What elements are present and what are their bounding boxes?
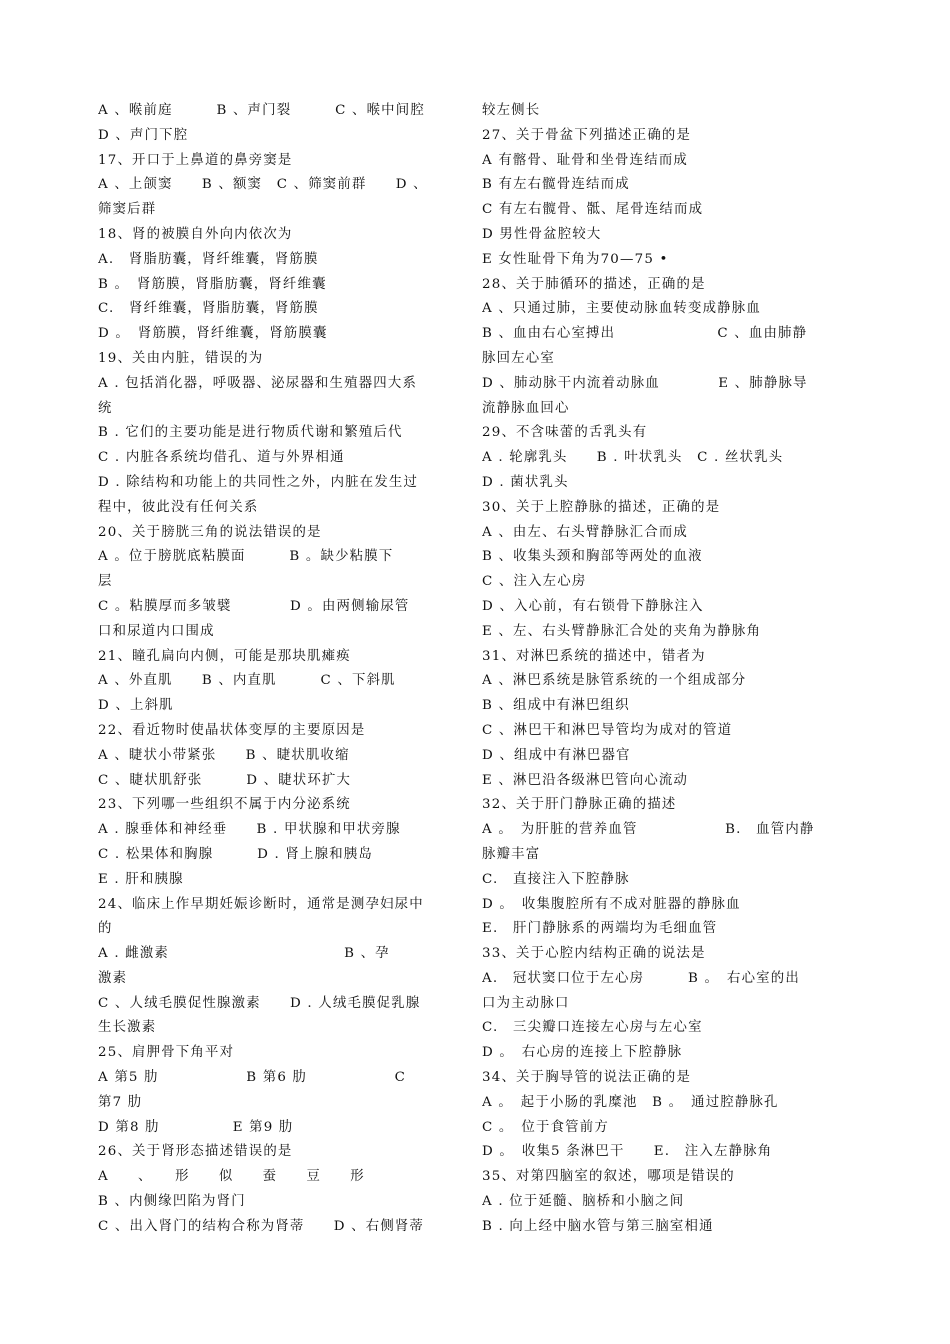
text-line: E . 肝和胰腺 xyxy=(98,871,184,887)
text-line: 统 xyxy=(98,400,113,416)
text-line: B 、收集头颈和胸部等两处的血液 xyxy=(482,549,703,565)
text-line: 程中，彼此没有任何关系 xyxy=(98,499,259,515)
text-line: D 第8 肋 E 第9 肋 xyxy=(98,1119,294,1135)
text-line: A . 包括消化器，呼吸器、泌尿器和生殖器四大系 xyxy=(98,375,418,391)
text-line: C 、注入左心房 xyxy=(482,574,587,590)
text-line: D . 除结构和功能上的共同性之外，内脏在发生过 xyxy=(98,474,419,490)
text-line: 31、对淋巴系统的描述中，错者为 xyxy=(482,648,706,664)
text-line: C 、出入肾门的结构合称为肾蒂 D 、右侧肾蒂 xyxy=(98,1218,425,1234)
text-line: D 、入心前，有右锁骨下静脉注入 xyxy=(482,598,704,614)
text-line: B . 向上经中脑水管与第三脑室相通 xyxy=(482,1218,714,1234)
text-line: D 。 收集腹腔所有不成对脏器的静脉血 xyxy=(482,896,741,912)
text-line: 较左侧长 xyxy=(482,103,541,118)
text-line: C. 三尖瓣口连接左心房与左心室 xyxy=(482,1020,703,1036)
text-line: A 、喉前庭 B 、声门裂 C 、喉中间腔 xyxy=(98,103,425,118)
text-line: B 、内侧缘凹陷为肾门 xyxy=(98,1194,246,1210)
text-line: A 、由左、右头臂静脉汇合而成 xyxy=(482,524,689,540)
text-line: A 。 起于小肠的乳糜池 B 。 通过腔静脉孔 xyxy=(482,1094,779,1110)
text-line: 18、肾的被膜自外向内依次为 xyxy=(98,226,293,242)
text-line: C. 直接注入下腔静脉 xyxy=(482,871,630,887)
text-line: A . 雌激素 B 、孕 xyxy=(98,946,390,962)
text-line: 33、关于心腔内结构正确的说法是 xyxy=(482,946,706,962)
text-line: D 。 肾筋膜，肾纤维囊，肾筋膜囊 xyxy=(98,326,328,342)
text-line: 流静脉血回心 xyxy=(482,400,570,416)
text-line: A . 位于延髓、脑桥和小脑之间 xyxy=(482,1194,685,1210)
text-line: E 、左、右头臂静脉汇合处的夹角为静脉角 xyxy=(482,623,762,639)
text-line: E 、淋巴沿各级淋巴管向心流动 xyxy=(482,772,689,788)
text-line: A 、外直肌 B 、内直肌 C 、下斜肌 xyxy=(98,673,396,689)
text-line: 32、关于肝门静脉正确的描述 xyxy=(482,797,677,813)
text-line: A 有髂骨、耻骨和坐骨连结而成 xyxy=(482,152,689,168)
text-line: C 、睫状肌舒张 D 、睫状环扩大 xyxy=(98,772,352,788)
left-column xyxy=(98,99,468,1240)
text-line: C 、淋巴干和淋巴导管均为成对的管道 xyxy=(482,722,733,738)
text-line: 22、看近物时使晶状体变厚的主要原因是 xyxy=(98,722,366,738)
text-line: A . 腺垂体和神经垂 B . 甲状腺和甲状旁腺 xyxy=(98,822,401,838)
text-line: C . 松果体和胸腺 D . 肾上腺和胰岛 xyxy=(98,846,373,862)
text-line: C 。 位于食管前方 xyxy=(482,1119,609,1135)
text-line: C 、人绒毛膜促性腺激素 D . 人绒毛膜促乳腺 xyxy=(98,995,421,1011)
text-line: C . 内脏各系统均借孔、道与外界相通 xyxy=(98,450,345,466)
text-line: C. 肾纤维囊，肾脂肪囊，肾筋膜 xyxy=(98,301,319,317)
text-line: A 、淋巴系统是脉管系统的一个组成部分 xyxy=(482,673,747,689)
text-line: B 、血由右心室搏出 C 、血由肺静 xyxy=(482,326,808,342)
text-line: 第7 肋 xyxy=(98,1094,143,1110)
text-line: 生长激素 xyxy=(98,1020,157,1036)
text-line: 脉瓣丰富 xyxy=(482,846,541,862)
text-line: A. 肾脂肪囊，肾纤维囊，肾筋膜 xyxy=(98,251,319,267)
text-line: 26、关于肾形态描述错误的是 xyxy=(98,1144,293,1160)
text-line: 脉回左心室 xyxy=(482,350,555,366)
text-line: C 有左右髋骨、骶、尾骨连结而成 xyxy=(482,202,704,218)
text-line: 30、关于上腔静脉的描述，正确的是 xyxy=(482,499,721,515)
text-line: A . 轮廓乳头 B . 叶状乳头 C . 丝状乳头 xyxy=(482,450,784,466)
text-line: 层 xyxy=(98,574,113,590)
text-line: E. 肝门静脉系的两端均为毛细血管 xyxy=(482,921,718,937)
text-line: D 、组成中有淋巴器官 xyxy=(482,747,631,763)
text-line: A 第5 肋 B 第6 肋 C xyxy=(98,1070,407,1086)
text-line: D 。 收集5 条淋巴干 E. 注入左静脉角 xyxy=(482,1144,773,1160)
text-line: 28、关于肺循环的描述，正确的是 xyxy=(482,276,706,292)
text-line: 激素 xyxy=(98,970,128,986)
text-line: 的 xyxy=(98,921,113,937)
text-line: 20、关于膀胱三角的说法错误的是 xyxy=(98,524,322,540)
text-line: E 女性耻骨下角为70—75 • xyxy=(482,251,669,267)
text-line: 29、不含味蕾的舌乳头有 xyxy=(482,425,648,441)
text-line: 口为主动脉口 xyxy=(482,995,570,1011)
text-line: 27、关于骨盆下列描述正确的是 xyxy=(482,127,692,143)
right-column xyxy=(482,99,852,1240)
text-line: D 。 右心房的连接上下腔静脉 xyxy=(482,1045,683,1061)
text-line: A 、上颌窦 B 、额窦 C 、筛窦前群 D 、 xyxy=(98,177,428,193)
text-line: D . 菌状乳头 xyxy=(482,474,569,490)
text-line: 24、临床上作早期妊娠诊断时，通常是测孕妇尿中 xyxy=(98,896,424,912)
text-line: 35、对第四脑室的叙述，哪项是错误的 xyxy=(482,1169,735,1185)
text-line: A 、只通过肺，主要使动脉血转变成静脉血 xyxy=(482,301,761,317)
text-line: B 、组成中有淋巴组织 xyxy=(482,698,630,714)
text-line: B 有左右髋骨连结而成 xyxy=(482,177,630,193)
text-line: 19、关由内脏，错误的为 xyxy=(98,350,264,366)
text-line: 25、肩胛骨下角平对 xyxy=(98,1045,235,1061)
text-line: A 。位于膀胱底粘膜面 B 。缺少粘膜下 xyxy=(98,549,394,565)
text-line: B 。 肾筋膜，肾脂肪囊，肾纤维囊 xyxy=(98,276,327,292)
text-line: B . 它们的主要功能是进行物质代谢和繁殖后代 xyxy=(98,425,403,441)
text-line: A. 冠状窦口位于左心房 B 。 右心室的出 xyxy=(482,970,800,986)
text-line: A 、睫状小带紧张 B 、睫状肌收缩 xyxy=(98,747,350,763)
text-line: 21、瞳孔扁向内侧，可能是那块肌瘫痪 xyxy=(98,648,351,664)
text-line: 口和尿道内口围成 xyxy=(98,623,215,639)
text-line: A 。 为肝脏的营养血管 B. 血管内静 xyxy=(482,822,815,838)
text-line: 23、下列哪一些组织不属于内分泌系统 xyxy=(98,797,351,813)
text-line: C 。粘膜厚而多皱襞 D 。由两侧输尿管 xyxy=(98,598,410,614)
text-line: D 、肺动脉干内流着动脉血 E 、肺静脉导 xyxy=(482,375,808,391)
text-line: D 男性骨盆腔较大 xyxy=(482,226,602,242)
text-line: D 、上斜肌 xyxy=(98,698,174,714)
text-line: A 、 形 似 蚕 豆 形 xyxy=(98,1169,365,1185)
text-line: 17、开口于上鼻道的鼻旁窦是 xyxy=(98,152,293,168)
text-line: 筛窦后群 xyxy=(98,202,157,218)
text-line: D 、声门下腔 xyxy=(98,127,189,143)
text-line: 34、关于胸导管的说法正确的是 xyxy=(482,1070,692,1086)
